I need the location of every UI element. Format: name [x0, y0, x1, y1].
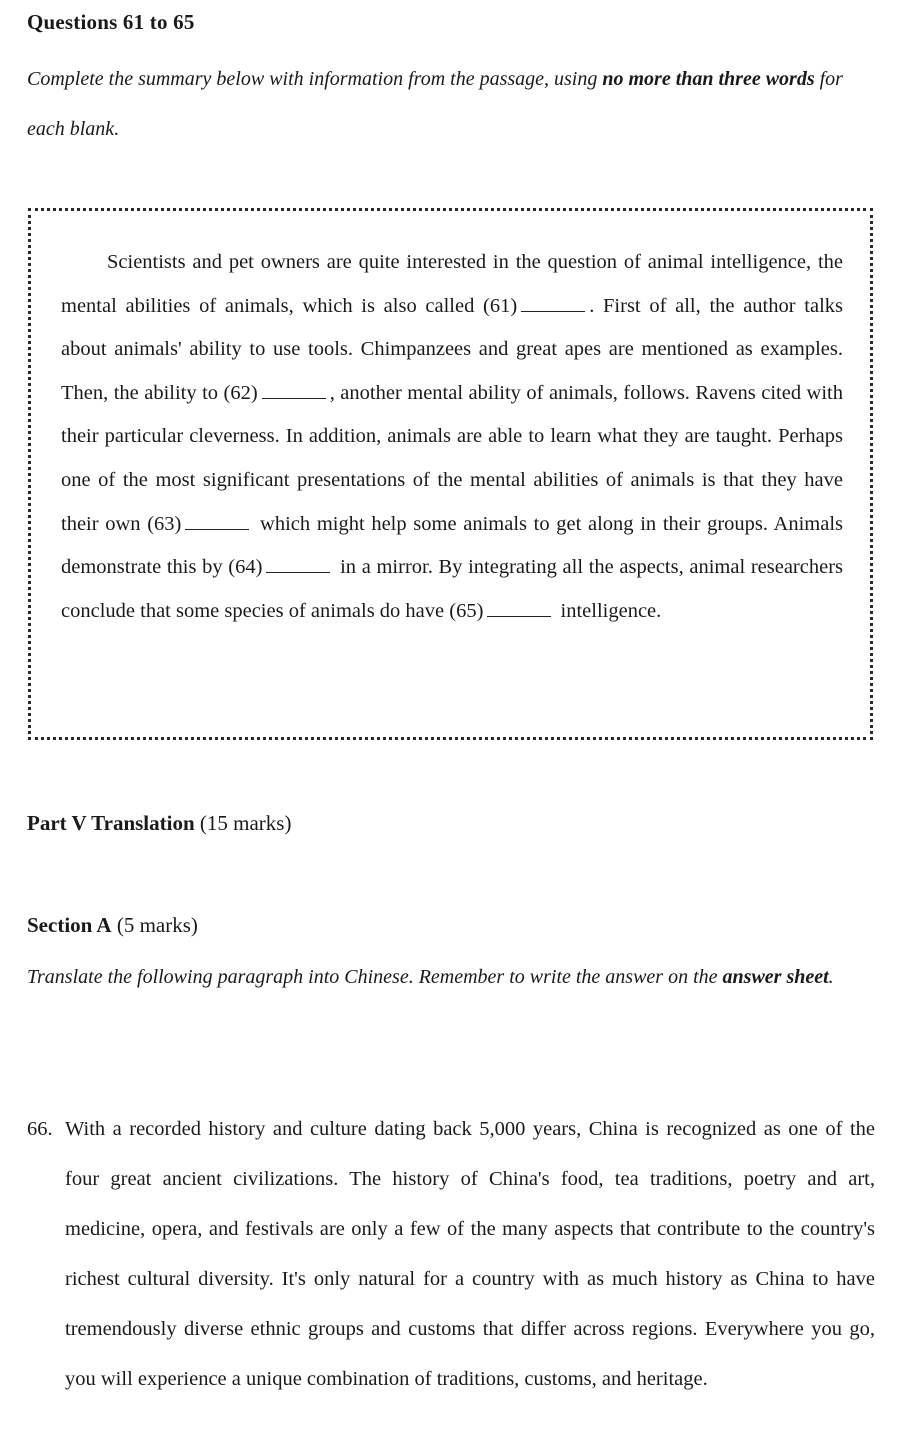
blank-63[interactable] [185, 515, 249, 530]
questions-heading: Questions 61 to 65 [27, 10, 195, 34]
answer-sheet-label: answer sheet [722, 966, 829, 988]
translation-instruction-text: Translate the following paragraph into Chinese. Remember to write the answer on the [27, 966, 723, 988]
summary-sentence-3: , another mental ability of animals, follows. Ravens cited with their particular cleverness. In addition, animals are able to learn what they are taught. Perhaps one of the most significant presentations of the mental abilities of animals is that they have their own [61, 381, 844, 535]
question-66 [27, 1104, 875, 1404]
translation-instruction [27, 952, 875, 1002]
blank-62[interactable] [262, 384, 326, 399]
section-a-title: Section A [27, 913, 112, 937]
part-v-title: Part V Translation [27, 811, 195, 835]
summary-box [28, 208, 873, 740]
section-a-heading [27, 913, 198, 938]
summary-sentence-1: Scientists and pet owners are quite interested in the question of animal intelligence, the mental abilities of animals, which is also called [61, 251, 843, 317]
instruction-text-b: for each blank. [27, 68, 843, 140]
summary-instruction [27, 54, 885, 154]
blank-65[interactable] [487, 602, 551, 617]
question-66-paragraph: With a recorded history and culture dating back 5,000 years, China is recognized as one of the four great ancient civilizations. The history of China's food, tea traditions, poetry and art, medicine, opera, and festivals are only a few of the many aspects that contribute to the country's richest cultural diversity. It's only natural for a country with as much history as China to have tremendously diverse ethnic groups and customs that differ across regions. Everywhere you go, you will experience a unique combination of traditions, customs, and heritage. [65, 1118, 875, 1390]
blank-61-number: (61) [483, 294, 518, 317]
instruction-word-limit: no more than three words [602, 68, 815, 90]
part-v-heading [27, 811, 291, 836]
translation-instruction-end: . [828, 966, 834, 988]
blank-65-number: (65) [449, 599, 484, 622]
summary-sentence-6: intelligence. [555, 599, 662, 622]
blank-64[interactable] [266, 558, 330, 573]
summary-text [61, 241, 843, 633]
question-66-number: 66. [27, 1118, 53, 1140]
summary-sentence-5: in a mirror. By integrating all the aspects, animal researchers conclude that some species of animals do have [61, 556, 844, 622]
blank-62-number: (62) [223, 381, 258, 404]
blank-64-number: (64) [228, 556, 263, 579]
instruction-text-a: Complete the summary below with information from the passage, using [27, 68, 603, 90]
blank-61[interactable] [521, 297, 585, 312]
summary-sentence-4: which might help some animals to get along in their groups. Animals demonstrate this by [61, 512, 844, 579]
blank-63-number: (63) [147, 512, 182, 535]
section-a-marks: (5 marks) [111, 913, 198, 937]
part-v-marks: (15 marks) [194, 811, 292, 835]
summary-sentence-2: . First of all, the author talks about animals' ability to use tools. Chimpanzees and great apes are mentioned as examples. Then, the ability to [61, 294, 843, 404]
